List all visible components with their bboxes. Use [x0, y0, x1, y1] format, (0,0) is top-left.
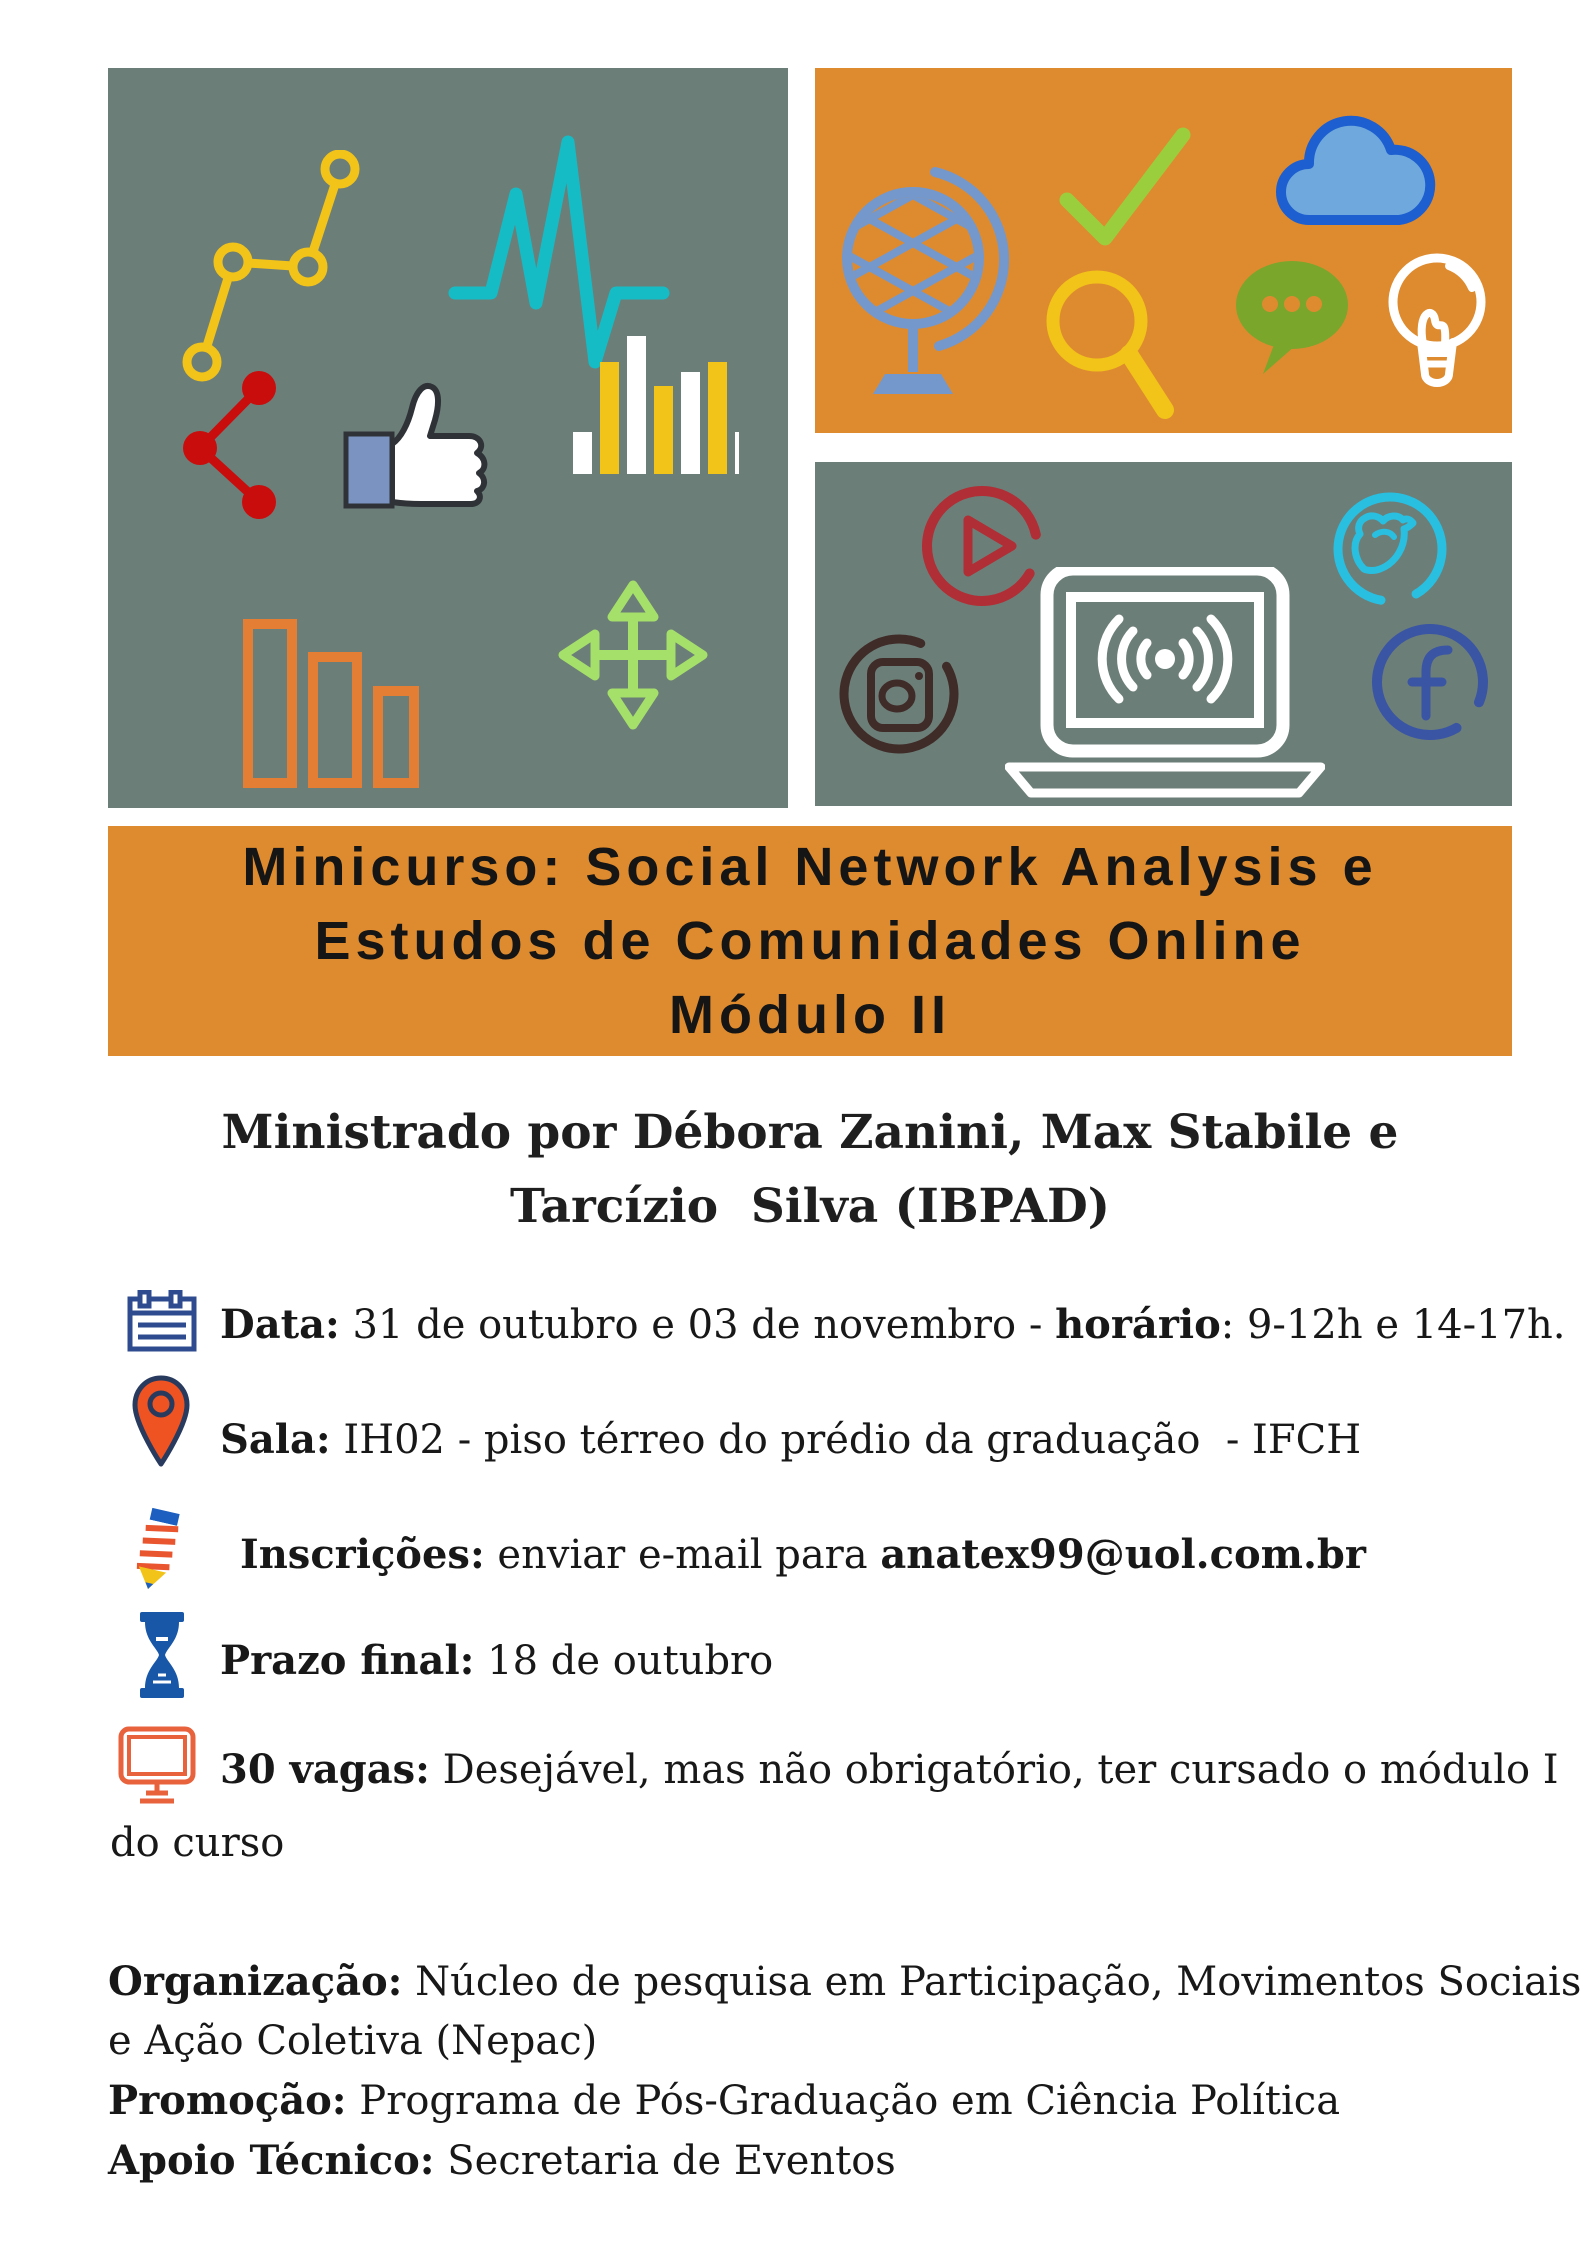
location-pin-icon	[132, 1375, 190, 1468]
pencil-icon	[131, 1505, 183, 1594]
title-line-3: Módulo II	[669, 985, 951, 1045]
deadline-line: Prazo final: 18 de outubro	[220, 1637, 774, 1684]
title-line-1: Minicurso: Social Network Analysis e	[242, 837, 1378, 897]
cloud-icon	[1267, 92, 1442, 242]
bar-chart-orange-icon	[242, 618, 422, 788]
icon-collage-top-right-panel	[815, 68, 1512, 433]
globe-icon	[835, 160, 1020, 425]
monitor-icon	[118, 1726, 196, 1806]
organization-line-1: Organização: Núcleo de pesquisa em Participação, Movimentos Sociais	[108, 1958, 1582, 2005]
share-icon	[180, 368, 295, 528]
title-banner	[108, 826, 1512, 1056]
calendar-icon	[127, 1290, 197, 1352]
seats-line: 30 vagas: Desejável, mas não obrigatório, ter cursado o módulo I	[220, 1746, 1559, 1793]
hourglass-icon	[138, 1612, 186, 1698]
room-line: Sala: IH02 - piso térreo do prédio da graduação - IFCH	[220, 1416, 1362, 1463]
move-arrows-icon	[558, 580, 708, 730]
icon-collage-mid-right-panel	[815, 462, 1512, 806]
instructors-line-2: Tarcízio Silva (IBPAD)	[510, 1179, 1110, 1234]
line-graph-icon	[178, 150, 363, 385]
speech-bubble-icon	[1235, 260, 1360, 380]
technical-support-line: Apoio Técnico: Secretaria de Eventos	[108, 2137, 896, 2184]
facebook-like-icon	[343, 376, 493, 513]
organization-line-2: e Ação Coletiva (Nepac)	[108, 2018, 598, 2064]
date-line: Data: 31 de outubro e 03 de novembro - horário: 9-12h e 14-17h.	[220, 1301, 1566, 1348]
twitter-icon	[1330, 487, 1450, 612]
title-line-2: Estudos de Comunidades Online	[314, 911, 1306, 971]
instagram-icon	[837, 632, 962, 757]
icon-collage-left-panel	[108, 68, 788, 808]
magnifier-icon	[1037, 264, 1182, 429]
bar-chart-yellow-icon	[573, 334, 743, 474]
instructors-line-1: Ministrado por Débora Zanini, Max Stabile e	[221, 1105, 1399, 1160]
lightbulb-icon	[1385, 250, 1490, 410]
instructors-subtitle	[108, 1096, 1512, 1244]
credits-block	[108, 1952, 1582, 2191]
promotion-line: Promoção: Programa de Pós-Graduação em Ciência Política	[108, 2077, 1341, 2124]
laptop-broadcast-icon	[1005, 567, 1325, 802]
check-icon	[1057, 126, 1192, 256]
facebook-circle-icon	[1370, 620, 1490, 745]
seats-line-continuation: do curso	[110, 1820, 285, 1866]
registration-line: Inscrições: enviar e-mail para anatex99@uol.com.br	[240, 1531, 1366, 1578]
